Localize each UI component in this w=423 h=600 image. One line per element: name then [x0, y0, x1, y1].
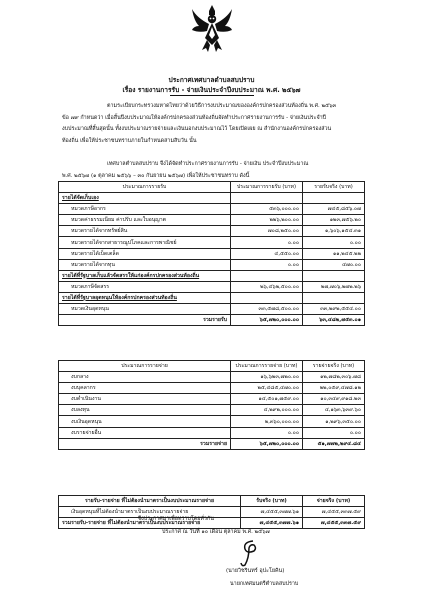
value-cell: ๗๔๕,๘๕๖.๐๗: [303, 204, 365, 215]
signatory-name: (นายวิชรินทร์ อุปะโยคิน): [226, 568, 285, 574]
subject-title: เรื่อง รายงานการรับ - จ่ายเงินประจำปีงบประมาณ พ.ศ. ๒๕๖๗: [122, 86, 301, 94]
intro-line: ตามระเบียบกระทรวงมหาดไทยว่าด้วยวิธีการงบประมาณขององค์กรปกครองส่วนท้องถิ่น พ.ศ. ๒๕๖๓: [107, 103, 337, 109]
total-label: รวมรายรับ-รายจ่าย ที่ไม่ต้องนำมาตราเป็นงบประมาณรายจ่าย: [59, 518, 241, 529]
row-label: เงินอุดหนุนที่ไม่ต้องนำมาตราเป็นงบประมาณรายจ่าย: [59, 507, 241, 518]
column-header: ประมาณการรายรับ: [59, 182, 231, 193]
total-value: ๗,๔๕๕,๓๗๗.๖๑: [241, 518, 303, 529]
row-label: หมวดรายได้จากทุน: [59, 259, 231, 270]
column-header: รายรับจริง (บาท): [303, 182, 365, 193]
value-cell: ๑๔,๕๐๑,๗๕๙.๐๐: [231, 394, 303, 405]
value-cell: ๓๓,๕๗๘,๕๐๐.๐๐: [231, 304, 303, 315]
total-label: รวมรายจ่าย: [59, 438, 231, 449]
column-header: รับจริง (บาท): [241, 496, 303, 507]
value-cell: ๗,๔๕๕,๓๗๗.๖๑: [241, 507, 303, 518]
value-cell: ๒๖,๔๖๒,๕๐๐.๐๐: [231, 281, 303, 292]
column-header: ประมาณการรายจ่าย (บาท): [231, 361, 303, 372]
intro-line: งบประมาณที่สิ้นสุดนั้น ทั้งงบประมาณรายจ่ายและเงินนอกงบประมาณไว้ โดยเปิดเผย ณ สำนักงานองค์กรปกครองส่วน: [62, 126, 332, 132]
table-row: [59, 405, 365, 416]
row-label: หมวดรายได้จากทรัพย์สิน: [59, 226, 231, 237]
row-label: งบบุคลากร: [59, 383, 231, 394]
table-row: [59, 193, 365, 204]
value-cell: ๐.๐๐: [303, 427, 365, 438]
table-row: [59, 383, 365, 394]
row-label: งบรายจ่ายอื่น: [59, 427, 231, 438]
table-row: [59, 215, 365, 226]
section-label: รายได้ที่รัฐบาลอุดหนุนให้องค์กรปกครองส่วนท้องถิ่น: [59, 292, 231, 303]
table-row: [59, 416, 365, 427]
value-cell: ๐.๐๐: [303, 237, 365, 248]
value-cell: ๒,๓๖๐,๐๐๐.๐๐: [231, 416, 303, 427]
row-label: หมวดรายได้เบ็ดเตล็ด: [59, 248, 231, 259]
intro-paragraph: [62, 101, 372, 147]
table-row: [59, 315, 365, 326]
total-value: ๗,๔๕๕,๓๓๗.๕๙: [303, 518, 365, 529]
value-cell: ๗๐๘,๒๕๐.๐๐: [231, 226, 303, 237]
statement-line: พ.ศ. ๒๕๖๗ (๑ ตุลาคม ๒๕๖๖ – ๓๐ กันยายน ๒๕๖๗) เพื่อให้ประชาชนทราบ ดังนี้: [62, 172, 250, 179]
value-cell: ๑๒,๗๘๒,๓๐๖.๗๘: [303, 372, 365, 383]
table-row: [59, 394, 365, 405]
statement-line: เทศบาลตำบลสบปราบ จึงได้จัดทำประกาศรายงานการรับ - จ่ายเงิน ประจำปีงบประมาณ: [107, 161, 309, 167]
intro-line: ท้องถิ่น เพื่อให้ประชาชนทราบภายในกำหนดสามสิบวัน นั้น: [62, 137, 197, 144]
closing-text: จึงประกาศมาเพื่อทราบโดยทั่วกัน: [138, 516, 214, 522]
value-cell: ๑๑,๒๔๕.๒๒: [303, 248, 365, 259]
row-label: หมวดเงินอุดหนุน: [59, 304, 231, 315]
summary-table: [58, 495, 365, 529]
table-header-row: [59, 496, 365, 507]
value-cell: ๑,๖๐๖,๑๕๔.๓๑: [303, 226, 365, 237]
expense-table: [58, 360, 365, 450]
value-cell: ๒๕,๔๘๕,๔๗๐.๐๐: [231, 383, 303, 394]
row-label: หมวดรายได้จากสาธารณูปโภคและการพาณิชย์: [59, 237, 231, 248]
signatory-position: นายกเทศมนตรีตำบลสบปราบ: [230, 581, 299, 587]
row-label: งบลงทุน: [59, 405, 231, 416]
income-table: [58, 181, 365, 326]
total-value: ๖๕,๗๒๐,๐๐๐.๐๐: [231, 315, 303, 326]
value-cell: [303, 292, 365, 303]
section-label: รายได้ที่รัฐบาลเก็บแล้วจัดสรรให้แก่องค์กรปกครองส่วนท้องถิ่น: [59, 270, 231, 281]
table-header-row: [59, 182, 365, 193]
announcement-date: ประกาศ ณ วันที่ ๑๐ เดือน ตุลาคม พ.ศ. ๒๕๖๗: [162, 529, 270, 535]
value-cell: [231, 270, 303, 281]
row-label: งบเงินอุดหนุน: [59, 416, 231, 427]
value-cell: ๑๐,๓๔๙,๙๑๘.๒๓: [303, 394, 365, 405]
value-cell: ๑๖,๖๒๓,๗๒๐.๐๐: [231, 372, 303, 383]
org-title: ประกาศเทศบาลตำบลสบปราบ: [168, 76, 255, 84]
intro-line: ข้อ ๗๙ กำหนดว่า เมื่อสิ้นปีงบประมาณให้องค์กรปกครองส่วนท้องถิ่นจัดทำประกาศรายงานการรับ - จ่ายเงินประจำปี: [62, 114, 327, 121]
signature-mark: [235, 538, 265, 568]
value-cell: ๒๗,๗๐๖,๒๗๒.๒๖: [303, 281, 365, 292]
total-value: ๖๕,๗๒๐,๐๐๐.๐๐: [231, 438, 303, 449]
value-cell: ๔,๑๖๓,๖๓๙.๖๐: [303, 405, 365, 416]
total-value: ๖๓,๔๘๒,๗๕๓.๐๑: [303, 315, 365, 326]
table-row: [59, 226, 365, 237]
title-divider: [170, 95, 254, 96]
value-cell: ๒๒,๐๕๙,๔๗๘.๑๒: [303, 383, 365, 394]
row-label: งบกลาง: [59, 372, 231, 383]
table-row: [59, 259, 365, 270]
column-header: ประมาณการรายจ่าย: [59, 361, 231, 372]
value-cell: [231, 193, 303, 204]
value-cell: ๑,๒๙๖,๓๕๐.๐๐: [303, 416, 365, 427]
table-row: [59, 248, 365, 259]
table-row: [59, 270, 365, 281]
table-row: [59, 281, 365, 292]
total-label: รวมรายรับ: [59, 315, 231, 326]
value-cell: ๓๓,๒๙๒,๕๕๔.๐๐: [303, 304, 365, 315]
value-cell: ๔๗๐.๐๐: [303, 259, 365, 270]
table-row: [59, 438, 365, 449]
value-cell: ๐.๐๐: [231, 427, 303, 438]
value-cell: ๔,๒๙๒,๐๐๐.๐๐: [231, 405, 303, 416]
row-label: หมวดภาษีจัดสรร: [59, 281, 231, 292]
table-row: [59, 427, 365, 438]
column-header: รายรับ-รายจ่าย ที่ไม่ต้องนำมาตราเป็นงบประมาณรายจ่าย: [59, 496, 241, 507]
garuda-emblem-icon: [191, 4, 233, 54]
row-label: หมวดภาษีอากร: [59, 204, 231, 215]
table-row: [59, 204, 365, 215]
row-label: งบดำเนินงาน: [59, 394, 231, 405]
column-header: ประมาณการรายรับ (บาท): [231, 182, 303, 193]
value-cell: ๕๓๖,๐๐๐.๐๐: [231, 204, 303, 215]
section-label: รายได้จัดเก็บเอง: [59, 193, 231, 204]
value-cell: ๐.๐๐: [231, 237, 303, 248]
value-cell: ๑๒๓,๗๕๖.๒๐: [303, 215, 365, 226]
table-row: [59, 292, 365, 303]
value-cell: ๐.๐๐: [231, 259, 303, 270]
table-row: [59, 237, 365, 248]
statement-paragraph: [62, 159, 372, 182]
total-value: ๕๑,๗๗๒,๒๙๔.๘๔: [303, 438, 365, 449]
table-header-row: [59, 361, 365, 372]
value-cell: [231, 292, 303, 303]
value-cell: ๗,๔๕๕,๓๓๗.๕๙: [303, 507, 365, 518]
value-cell: [303, 270, 365, 281]
value-cell: ๒๒๖,๒๐๐.๐๐: [231, 215, 303, 226]
value-cell: ๔,๕๕๐.๐๐: [231, 248, 303, 259]
table-row: [59, 304, 365, 315]
table-row: [59, 372, 365, 383]
row-label: หมวดค่าธรรมเนียม ค่าปรับ และใบอนุญาต: [59, 215, 231, 226]
column-header: รายจ่ายจริง (บาท): [303, 361, 365, 372]
value-cell: [303, 193, 365, 204]
column-header: จ่ายจริง (บาท): [303, 496, 365, 507]
